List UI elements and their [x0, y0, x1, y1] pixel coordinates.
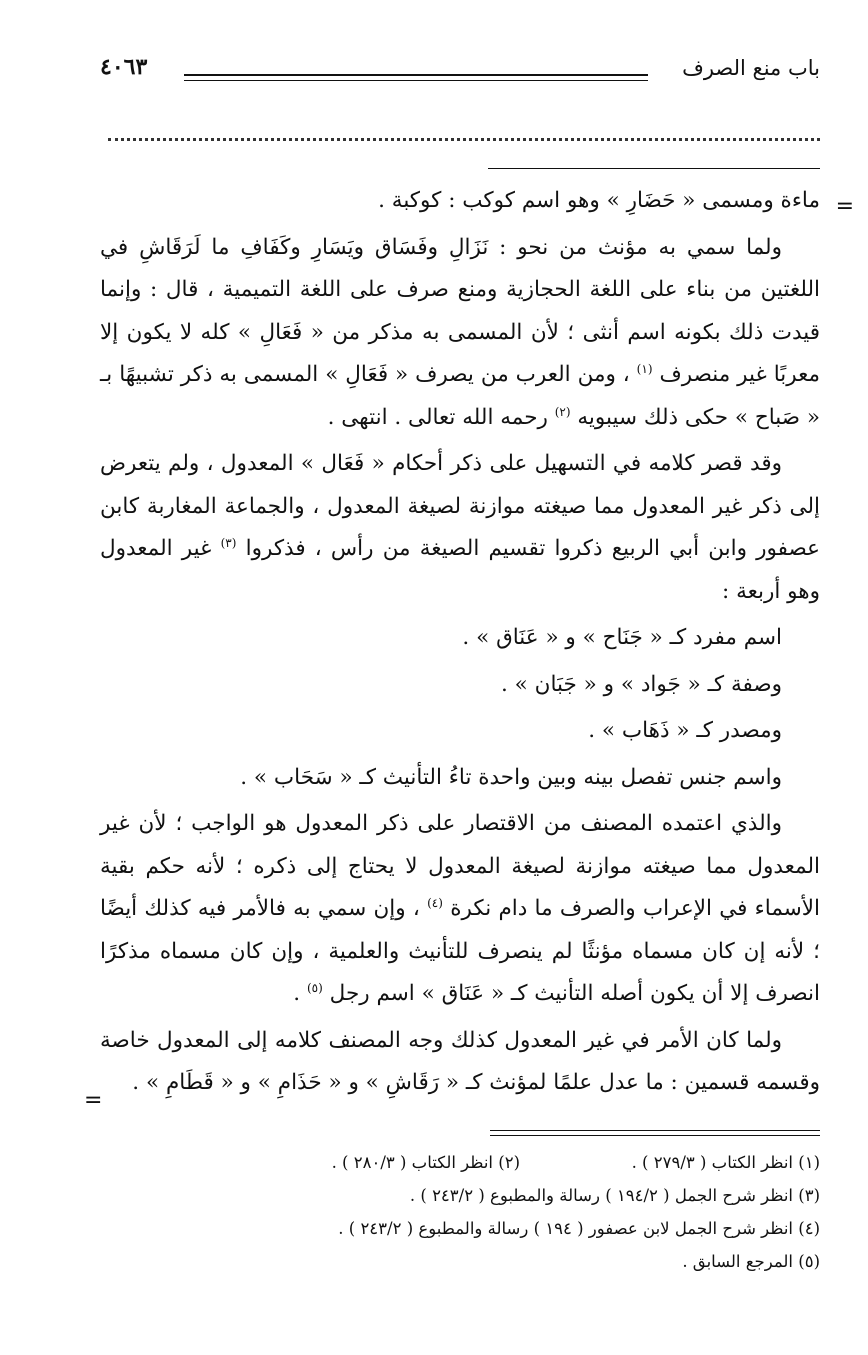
footnote-ref-4[interactable]: (٤) [427, 895, 443, 910]
paragraph-4-text-c: . [293, 981, 301, 1006]
paragraph-1-text: ماءة ومسمى « حَضَارِ » وهو اسم كوكب : كوكبة . [378, 188, 820, 213]
paragraph-2 [100, 227, 820, 440]
dotted-separator [108, 138, 820, 143]
footnote-ref-1[interactable]: (١) [636, 361, 653, 376]
running-title: باب منع الصرف [682, 56, 820, 80]
footnote-4: (٤) انظر شرح الجمل لابن عصفور ( ١٩٤ ) رسالة والمطبوع ( ٢٤٣/٢ ) . [338, 1219, 820, 1238]
paragraph-2-text-a: ولما سمي به مؤنث من نحو : نَزَالِ وفَسَاق ويَسَارِ وكَفَافِ ما لَرَقَاشِ في اللغتين من بناء على اللغة الحجازية ومنع صرف على اللغة التميمية ، قال : وإنما قيدت ذلك بكونه اسم أنثى ؛ لأن المسمى به مذكر من « فَعَالِ » كله لا يكون إلا معربًا غير منصرف [100, 234, 820, 387]
continuation-rule [488, 168, 820, 169]
list-item: ومصدر كـ « ذَهَاب » . [588, 718, 782, 743]
paragraph-4-text-a: والذي اعتمده المصنف من الاقتصار على ذكر المعدول هو الواجب ؛ لأن غير المعدول مما صيغته موازنة لصيغة المعدول لا يحتاج إلى ذكره ؛ لأنه حكم بقية الأسماء في الإعراب والصرف ما دام نكرة [100, 811, 821, 921]
footnote-ref-3[interactable]: (٣) [220, 535, 237, 550]
paragraph-3-text-b: غير المعدول وهو أربعة : [100, 536, 820, 604]
main-text [100, 180, 820, 1109]
footnote-row [100, 1146, 820, 1179]
footnote-2: (٢) انظر الكتاب ( ٢٨٠/٣ ) . [331, 1153, 520, 1172]
continuation-mark-end: = [84, 1088, 103, 1113]
list-item: اسم مفرد كـ « جَنَاح » و « عَنَاق » . [462, 625, 782, 650]
footnote-separator [490, 1130, 820, 1136]
list-item: وصفة كـ « جَواد » و « جَبَان » . [501, 671, 782, 697]
paragraph-5-text: ولما كان الأمر في غير المعدول كذلك وجه المصنف كلامه إلى المعدول خاصة وقسمه قسمين : ما عدل علمًا لمؤنث كـ « رَقَاشِ » و « حَذَامِ » و « قَطَامِ » . [100, 1027, 820, 1095]
list-item: واسم جنس تفصل بينه وبين واحدة تاءُ التأنيث كـ « سَحَاب » . [240, 764, 782, 790]
continuation-mark-start: = [835, 194, 854, 219]
page-number: ٤٠٦٣ [100, 54, 148, 80]
paragraph-2-text-c: رحمه الله تعالى . انتهى . [327, 404, 548, 430]
footnote-ref-5[interactable]: (٥) [306, 980, 323, 995]
paragraph-5 [100, 1020, 820, 1105]
footnotes [100, 1146, 820, 1278]
footnote-5: (٥) المرجع السابق . [682, 1252, 820, 1271]
paragraph-3 [100, 443, 820, 613]
paragraph-1 [100, 180, 820, 223]
footnote-3: (٣) انظر شرح الجمل ( ١٩٤/٢ ) رسالة والمطبوع ( ٢٤٣/٢ ) . [409, 1186, 820, 1205]
footnote-ref-2[interactable]: (٢) [554, 404, 571, 419]
header-rule [184, 74, 648, 81]
paragraph-4-text-b: ، وإن سمي به فالأمر فيه كذلك أيضًا ؛ لأنه إن كان مسماه مؤنثًا لم ينصرف للتأنيث والعلمية ، وإن كان مسماه مذكرًا انصرف إلا أن يكون أصله التأنيث كـ « عَنَاق » اسم رجل [100, 896, 820, 1006]
paragraph-3-text-a: وقد قصر كلامه في التسهيل على ذكر أحكام « فَعَال » المعدول ، ولم يتعرض إلى ذكر غير المعدول مما صيغته موازنة لصيغة المعدول ، والجماعة المغاربة كابن عصفور وابن أبي الربيع ذكروا تقسيم الصيغة من رأس ، فذكروا [100, 451, 820, 561]
page-header [100, 52, 820, 92]
footnote-1: (١) انظر الكتاب ( ٢٧٩/٣ ) . [631, 1153, 820, 1172]
paragraph-2-text-b: ، ومن العرب من يصرف « فَعَالِ » المسمى به ذكر تشبيهًا بـ « صَباح » حكى ذلك سيبويه [100, 362, 820, 430]
paragraph-4 [100, 803, 820, 1016]
